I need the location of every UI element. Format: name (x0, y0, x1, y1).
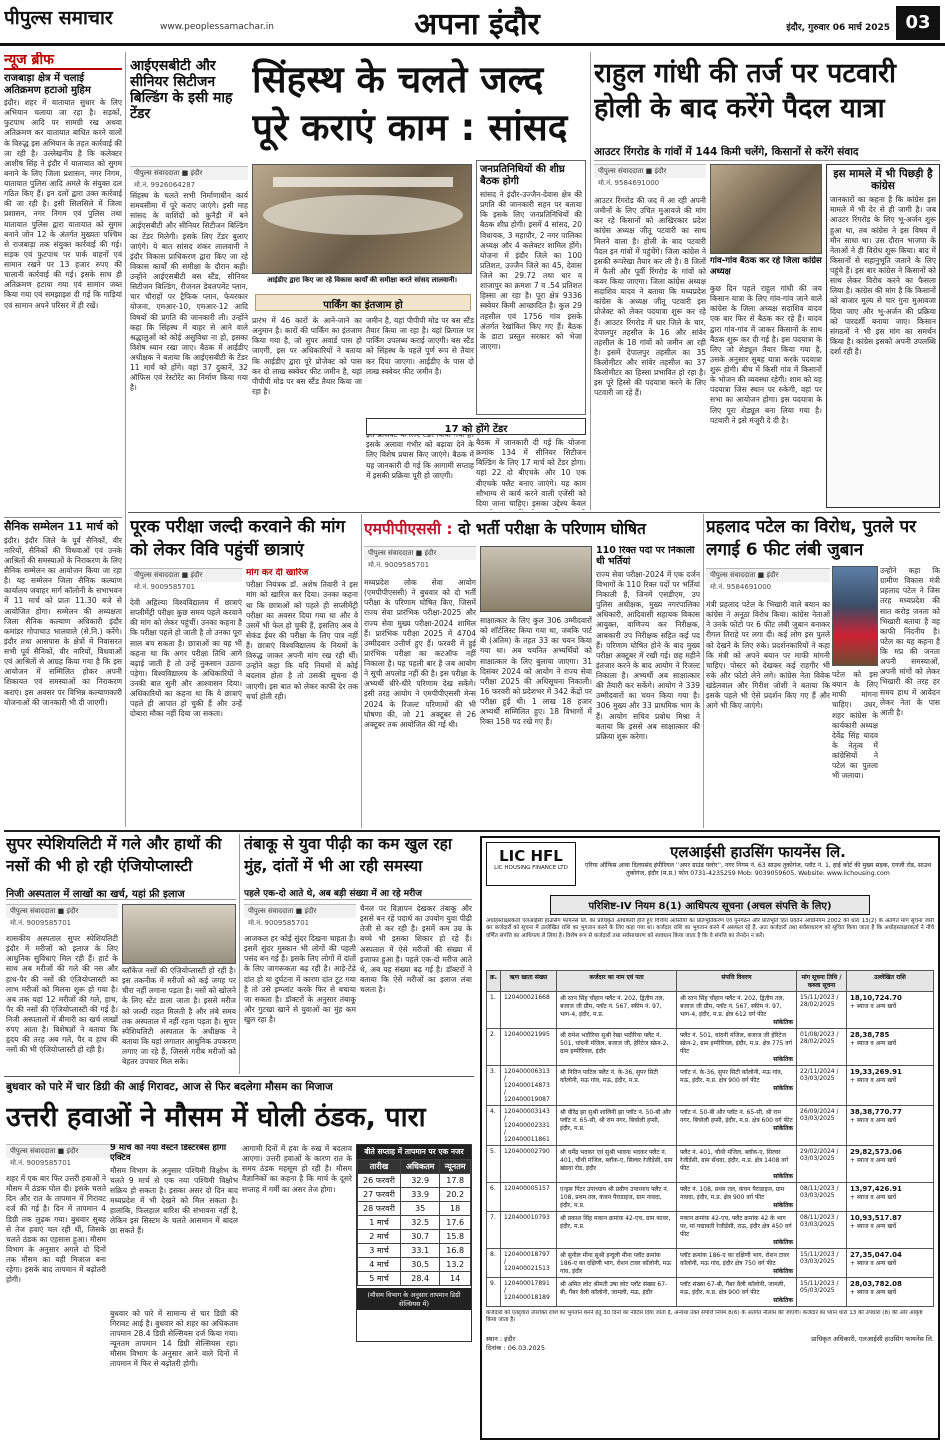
lic-property-cell (677, 1212, 797, 1249)
supplementary-headline: पूरक परीक्षा जल्दी करवाने की मांग को लेकर विवि पहुंचीं छात्राएं (130, 517, 346, 560)
lic-dates-cell (797, 1183, 847, 1212)
lic-dates-cell-text: 15/11/2023 / 28/02/2025 (800, 994, 839, 1008)
lic-no-cell (487, 1146, 501, 1183)
lic-borrower-cell (557, 1066, 677, 1106)
rahul-sidebar (826, 164, 940, 508)
prahlad-col2: पटेल को इस बयान के लिए माफी मांगना चाहिए। उधर, शहर कांग्रेस के कार्यकारी अध्यक्ष देवेंद्र सिंह यादव के नेतृत्व में कांग्रेसियों ने पटेल का पुतला भी जलाया। (832, 670, 878, 781)
meeting-body: सांसद ने इंदौर-उज्जैन-देवास क्षेत्र की प्रगति की जानकारी सहन पर बताया कि इसके लिए जनप्रतिनिधियों की बैठक शीघ्र होगी। इसमें 4 सांसद, 20 विधायक, 3 महापौर, 2 नगर पालिका अध्यक्ष और 4 कलेक्टर शामिल होंगे। योजना में इंदौर जिले का 100 प्रतिशत, उज्जैन जिले का 45, देवास जिले का 29.72 तथा धार व शाजापुर का क्रमशः 7 व .54 प्रतिशत हिस्सा आ रहा है। पूरा क्षेत्र 9336 स्क्वेयर किमी आच्छादित है। कुल 29 तहसील एवं 1756 गांव इसके अंतर्गत रेखांकित किए गए हैं। बैठक के डाटा प्रस्तुत सरकार को भेजा जाएगा। (480, 190, 582, 351)
lic-property-cell-text: प्लॉट नं. 50-बी और प्लॉट नं. 65-सी, श्री राम नगर, बिचोली हप्सी, इंदौर, म.प्र. क्षेत्र 600 वर्ग फीट (680, 1109, 793, 1124)
max-cell: 28.4 (401, 1272, 440, 1286)
lic-borrower-cell-text: श्री प्रकाश सिंह मकान क्रमांक 42-एच, ग्राम कावर, इंदौर, म.प्र. (560, 1215, 671, 1230)
lic-borrower-cell (557, 1249, 677, 1278)
possession-type: सांकेतिक (773, 1268, 793, 1275)
lic-property-cell-text: मकान क्रमांक 42-एच, फ्लैट क्रमांक 42 के भाग पर, मां पद्मावती रेजीडेंसी, राऊ, इंदौर क्षेत्र 450 वर्ग फीट (680, 1215, 792, 1238)
isbt-mobile: मो.नं. 9926064287 (134, 181, 196, 189)
temperature-table-note: (मौसम विभाग के अनुसार तापमान डिग्री सेल्सियस में) (357, 1288, 471, 1310)
mppsc-side-body: राज्य सेवा परीक्षा-2024 में एक दर्जन विभागों के 110 रिक्त पदों पर भर्तियां निकाली हैं, जिनमें एसडीएम, उप पुलिस अधीक्षक, मुख्य नगरपालिका अधिकारी, आदिवासी सहायक विकास आयुक्त, वाणिज्य कर निरीक्षक, आबकारी उप निरीक्षक सहित कई पद हैं। परिणाम घोषित होने के बाद मुख्य परीक्षा अक्टूबर में रखी गई। छह महीने इंतजार करने के बाद आयोग ने रिजल्ट निकाला है। अभ्यर्थी अब साक्षात्कार की तैयारी कर सकेंगे। आयोग ने 339 उम्मीदवारों का चयन किया गया है। 306 मुख्य और 33 प्राथमिक भाग के हैं। आयोग सचिव प्रबोध मिश्रा ने बताया कि इससे अब साक्षात्कार की प्रक्रिया शुरू करेगा। (596, 569, 700, 741)
supplementary-byline-block (130, 568, 242, 596)
divider (703, 514, 704, 828)
weather-subhead: 9 मार्च को नया वेस्टर्न डिस्टरबेंस होगा एक्टिव (110, 1144, 227, 1163)
page-number: 03 (896, 6, 940, 40)
section-title: अपना इंदौर (414, 7, 540, 42)
table-row (487, 1212, 934, 1249)
min-cell: 13.2 (440, 1258, 471, 1272)
lic-dates-cell (797, 1249, 847, 1278)
lic-property-cell-text: फ्लैट नं. 501, चांदनी मंजिल, बजाज जी हेरिटेज स्क्रेन-2, ग्राम इम्पीरियल, इंदौर, म.प्र. क्षेत्र 775 वर्ग फीट (680, 1032, 792, 1055)
brief-item1-title: राजबाड़ा क्षेत्र में चलाई अतिक्रमण हटाओ मुहिम (4, 73, 91, 96)
weather-sidebox (110, 1144, 238, 1440)
possession-type: सांकेतिक (773, 1019, 793, 1026)
lic-borrower-cell-text: श्री रामेश भदौरिया सुश्री रेखा भदौरिया फ्लैट नं. 501, चांदनी मंजिल, बजाज जी, हेरिटेज स्क्रेन-2, ग्राम इम्पीरियल, इंदौर (560, 1032, 669, 1055)
mppsc-label: एमपीपीएससी : (364, 520, 453, 538)
lic-account-cell-text: 120400006313 / 120400014873 / 120400019087 (504, 1068, 550, 1103)
lic-account-cell-text: 120400021995 (504, 1031, 550, 1038)
lic-notice-title: परिशिष्ट-IV नियम 8(1) आधिपत्य सूचना (अचल संपत्ति के लिए) (550, 895, 870, 915)
max-cell: 32.9 (401, 1174, 440, 1188)
weather-byline-block (6, 1144, 118, 1172)
th-max: अधिकतम (401, 1160, 440, 1174)
lic-account-cell (501, 1212, 557, 1249)
parking-col3: इसके अलावा गंभीर को बढ़ावा देने के लिए विशेष प्रयास किए जाएंगे। बैठक में यह जानकारी दी गई कि आगामी सप्ताह में इसकी प्रक्रिया पूरी हो जाएगी। (366, 440, 474, 480)
prahlad-byline-block (706, 568, 830, 596)
lic-property-cell-text: प्लॉट नं. के-36, सुपर सिटी कॉलोनी, मऊ गांव, मऊ, इंदौर, म.प्र. क्षेत्र 900 वर्ग फीट (680, 1069, 783, 1084)
lic-property-cell-text: फ्लैट नं. 108, प्रथम तल, कंचन पैराडाइज, ग्राम नावदा, इंदौर, म.प्र. क्षेत्र 900 वर्ग फीट (680, 1186, 785, 1201)
lic-borrower-cell-text: श्री अमित लोट श्रीमती उषा लोट प्लॉट संख्या 67-बी, गैंबर वैली कॉलोनी, जामली, मऊ, इंदौर (560, 1281, 668, 1296)
divider (125, 52, 126, 827)
temperature-table-title: बीते सप्ताह में तापमान पर एक नजर (357, 1145, 471, 1159)
isbt-story (130, 58, 248, 508)
temperature-table-box (356, 1144, 472, 1342)
table-row (487, 1029, 934, 1066)
lic-amount-cell (847, 1212, 934, 1249)
mppsc-sidebox (596, 546, 700, 824)
lic-borrower-cell (557, 1212, 677, 1249)
lic-dates-cell-text: 26/09/2024 / 03/03/2025 (800, 1108, 839, 1122)
lic-amount-cell-text: 28,03,782.08 (850, 1280, 902, 1288)
date-cell: 2 मार्च (358, 1230, 401, 1244)
lic-property-cell (677, 1066, 797, 1106)
th-date: तारीख (358, 1160, 401, 1174)
possession-type: सांकेतिक (773, 1085, 793, 1092)
lic-account-cell-text: 120400003143 / 120400002331 / 120400011861 (504, 1108, 550, 1143)
date-cell: 27 फरवरी (358, 1188, 401, 1202)
lic-dates-cell-text: 15/11/2023 / 05/03/2025 (800, 1280, 839, 1294)
possession-type: सांकेतिक (773, 1239, 793, 1246)
hospital-building-photo (122, 904, 236, 964)
possession-type: सांकेतिक (773, 1173, 793, 1180)
lic-dates-cell (797, 1106, 847, 1146)
weather-mobile: मो.नं. 9009585701 (10, 1159, 72, 1167)
tenders-subhead: 17 को होंगे टेंडर (366, 418, 586, 435)
lic-logo-text: LIC HFL (499, 847, 563, 865)
lic-borrower-cell-text: श्री वीरेंद्र झा सुश्री शालिनी झा प्लॉट नं. 50-बी और प्लॉट नं. 65-सी, श्री राम नगर, बिचोली हप्सी, इंदौर, म.प्र. (560, 1109, 671, 1132)
lic-no-cell-text: 7. (490, 1214, 496, 1221)
meeting-photo (252, 164, 472, 274)
date-cell: 5 मार्च (358, 1272, 401, 1286)
mppsc-headline-row (364, 516, 699, 542)
weather-kicker: बुधवार को पारे में चार डिग्री की आई गिरावट, आज से फिर बदलेगा मौसम का मिजाज (6, 1081, 333, 1093)
lic-amount-cell (847, 1183, 934, 1212)
tobacco-body1: आजकल हर कोई सुंदर दिखना चाहता है। इसमें सुंदर मुस्कान भी लोगों की पहली पसंद बन गई है। इसके लिए लोगों में दांतों के लिए जागरूकता बढ़ रही है। आड़े-टेढ़े दांत हो या दुर्घटना में कारण दांत टूट गया है तो उसे इम्प्लांट करके फिर से बचाया जा सकता है। डॉक्टरों के अनुसार तंबाकू और गुटखा खाने से युवाओं का मुंह कम खुल रहा है। (244, 934, 356, 1024)
max-cell: 33.9 (401, 1188, 440, 1202)
rahul-headline: राहुल गांधी की तर्ज पर पटवारी होली के बाद करेंगे पैदल यात्रा (594, 58, 896, 125)
tobacco-subhead: पहले एक-दो आते थे, अब बड़ी संख्या में आ रहे मरीज (244, 886, 472, 900)
lic-th-prop: संपत्ति विवरण (677, 971, 797, 992)
lic-amount-cell-text: 29,82,573.06 (850, 1148, 902, 1156)
min-cell: 16.8 (440, 1244, 471, 1258)
lic-amount-cell (847, 1066, 934, 1106)
tobacco-mobile: मो.नं. 9009585701 (248, 919, 310, 927)
interest-note: + ब्याज व अन्य खर्चे (850, 1040, 897, 1047)
lic-no-cell (487, 1066, 501, 1106)
rahul-body: आउटर रिंगरोड की जद में आ रही अपनी जमीनों के लिए उचित मुआवजे की मांग कर रहे किसानों को आखिरकार प्रदेश कांग्रेस अध्यक्ष जीतू पटवारी का साथ मिलने वाला है। होली के बाद पटवारी पैदल इन गांवों में पहुंचेंगे। जिला कांग्रेस ने इसकी रूपरेखा तैयार कर ली है। 8 जिलों में फैली और पूर्वी रिंगरोड के गांवों को कवर किया जाएगा। जिला कांग्रेस अध्यक्ष सदाशिव यादव ने बताया कि मध्यप्रदेश कांग्रेस के अध्यक्ष जीतू पटवारी इस प्रोजेक्ट को लेकर पदयात्रा शुरू कर रहे हैं। आउटर रिंगरोड में धार जिले के चार, देपालपुर तहसील के 16 और सांवेर तहसील के 18 गांवों को जमीन आ रही है। इसमें देपालपुर तहसील का 35 किलोमीटर और सांवेर तहसील का 37 किलोमीटर का हिस्सा प्रभावित हो रहा है। इस पूरे हिस्से की पदयात्रा करने के लिए पटवारी जा रहे हैं। (594, 196, 706, 398)
mppsc-byline-block (364, 546, 476, 574)
table-row (487, 1106, 934, 1146)
effigy-photo (832, 566, 878, 666)
lic-property-cell (677, 1106, 797, 1146)
lic-th-name: कर्जदार का नाम एवं पता (557, 971, 677, 992)
rahul-byline-block (594, 164, 706, 192)
lic-amount-cell (847, 992, 934, 1029)
lic-property-cell-text: प्लॉट क्रमांक 186-ए का दक्षिणी भाग, रोशन टावर कॉलोनी, मऊ गांव, इंदौर क्षेत्र 750 वर्ग फीट (680, 1252, 790, 1267)
lic-property-cell (677, 992, 797, 1029)
min-cell: 14 (440, 1272, 471, 1286)
possession-type: सांकेतिक (773, 1202, 793, 1209)
lic-account-cell (501, 1066, 557, 1106)
table-row (358, 1244, 471, 1258)
lic-account-cell (501, 1029, 557, 1066)
interest-note: + ब्याज व अन्य खर्चे (850, 1194, 897, 1201)
weather-byline: पीपुल्स संवाददाता ■ इंदौर (6, 1144, 118, 1158)
lic-no-cell (487, 1212, 501, 1249)
supplementary-sidebox (246, 568, 358, 823)
interest-note: + ब्याज व अन्य खर्चे (850, 1117, 897, 1124)
lic-property-cell (677, 1249, 797, 1278)
lic-no-cell-text: 9. (490, 1280, 496, 1287)
parking-col2: जमीन है, यहां पीपीपी मोड पर बस स्टैंड तैयार किया जा रहा है। यहां फ्रिगाल पर पार्किंग उपलब्ध कराई जाएगी। बस स्टैंड को सिंहस्थ के पहले पूर्ण रूप से तैयार कर दिया जाएगा। आईडीए के पास दो लाख स्क्वेयर फीट जमीन है। (366, 316, 474, 376)
lic-signature: प्राधिकृत अधिकारी, एलआईसी हाउसिंग फायनेंस लि. (811, 1335, 934, 1343)
table-row (358, 1272, 471, 1286)
min-cell: 18 (440, 1202, 471, 1216)
lic-borrower-cell (557, 1106, 677, 1146)
lic-borrower-cell (557, 1278, 677, 1307)
meeting-box (476, 160, 586, 415)
lic-borrower-cell (557, 1146, 677, 1183)
masthead (0, 0, 945, 46)
meeting-subhead: जनप्रतिनिधियों की शीघ्र बैठक होगी (480, 164, 565, 187)
tenders-body: बैठक में जानकारी दी गई कि योजना क्रमांक 134 में सीनियर सिटीजन बिल्डिंग के लिए 17 मार्च को टेंडर होगा। यहां 22 दो बीएचके और 10 एक बीएचके फ्लैट बनाए जाएंगे। यह काम सौभाग्य से कार्य करने वाली एजेंसी को दिया जाना चाहिए। इसका उद्देश्य केवल (476, 438, 586, 508)
lic-no-cell-text: 1. (490, 994, 496, 1001)
dateline: इंदौर, गुरुवार 06 मार्च 2025 (786, 23, 890, 33)
lic-account-cell (501, 1278, 557, 1307)
divider (239, 834, 240, 1074)
supplementary-subhead: मांग कर दी खारिज (246, 568, 309, 578)
lic-borrower-cell (557, 992, 677, 1029)
lic-borrower-cell-text: श्री नितिन पाटिल फ्लैट नं. के-36, सुपर सिटी कॉलोनी, मऊ गांव, मऊ, इंदौर, म.प्र. (560, 1069, 658, 1084)
date-cell: 28 फरवरी (358, 1202, 401, 1216)
max-cell: 30.7 (401, 1230, 440, 1244)
interest-note: + ब्याज व अन्य खर्चे (850, 1077, 897, 1084)
lic-no-cell-text: 8. (490, 1251, 496, 1258)
date-cell: 26 फरवरी (358, 1174, 401, 1188)
rahul-sidebar-head: इस मामले में भी पिछड़ी है कांग्रेस (833, 168, 933, 193)
lic-notice (480, 836, 940, 1440)
hospital-mobile: मो.नं. 9009585701 (10, 919, 72, 927)
supplementary-byline: पीपुल्स संवाददाता ■ इंदौर (130, 568, 242, 582)
max-cell: 30.5 (401, 1258, 440, 1272)
lic-borrower-cell-text: श्री धर्मेंद्र भदकर एवं सुश्री भावना भदकर फ्लैट नं. 401, चौथी मंजिल, ब्लॉक-ए, सिल्वर रेजीडेंसी, ग्राम खंडवा रोड, इंदौर (560, 1149, 673, 1172)
possession-type: सांकेतिक (773, 1297, 793, 1304)
lic-property-cell (677, 1146, 797, 1183)
interest-note: + ब्याज व अन्य खर्चे (850, 1003, 897, 1010)
prahlad-byline: पीपुल्स संवाददाता ■ इंदौर (706, 568, 830, 582)
meeting-photo-caption: आईडीए द्वारा किए जा रहे विकास कार्यों की समीक्षा करते सांसद लालवानी। (266, 276, 457, 284)
lic-title: एलआईसी हाउसिंग फायनेंस लि. (670, 843, 846, 861)
lic-header (486, 842, 934, 892)
weather-col4: आगामी दिनों में हवा के रुख में बदलाव आएगा। उत्तरी हवाओं के कारण रात के समय ठंडक महसूस हो रही है। मौसम वैज्ञानिकों का कहना है कि मार्च के दूसरे सप्ताह में गर्मी का असर तेज होगा। (242, 1144, 352, 1194)
lic-borrower-cell-text: श्री रतन सिंह चौहान फ्लैट नं. 202, द्वितीय तल, बजाज जी प्रीम, प्लॉट नं. 567, स्कीम नं. 97, भाग-4, इंदौर, म.प्र. (560, 995, 665, 1018)
interest-note: + ब्याज व अन्य खर्चे (850, 1223, 897, 1230)
max-cell: 35 (401, 1202, 440, 1216)
hospital-col2: ब्लॉकेज नसों की एंजियोप्लास्टी हो रही है। इस तकनीक में मरीजों को कई जगह पर चीरा नहीं लगाना पड़ता है। नसों को खोलने के लिए स्टेंट डाला जाता है। इससे मरीज को जल्दी राहत मिलती है और लंबे समय तक अस्पताल में नहीं रहना पड़ता है। सुपर स्पेशियलिटी अस्पताल के अधीक्षक ने बताया कि यहां लगातार आधुनिक उपकरण लगाए जा रहे हैं, जिससे गरीब मरीजों को बेहतर उपचार मिल सके। (122, 966, 236, 1067)
lic-amount-cell (847, 1146, 934, 1183)
lic-account-cell (501, 1183, 557, 1212)
lic-account-cell (501, 1146, 557, 1183)
lic-intro: अधोहस्ताक्षरकर्ता एलआईसी हाउसिंग फायनेंस लि. का प्राधिकृत अधिकारी होते हुए वित्तीय आस्तियों का प्रतिभूतिकरण एवं पुनर्गठन और प्रतिभूति हित प्रवर्तन अधिनियम 2002 की धारा 13(2) के अंतर्गत मांग सूचना जारी कर कर्जदारों को सूचना में उल्लेखित राशि का भुगतान करने के लिए कहा गया था। कर्जदार राशि का भुगतान करने में असफल रहे हैं, अतः कर्जदारों तथा सर्वसाधारण को सूचित किया जाता है कि अधोहस्ताक्षरकर्ता ने नीचे वर्णित संपत्ति का आधिपत्य ले लिया है। विशेष रूप से कर्जदारों तथा सर्वसाधारण को सावधान किया जाता है कि वे संपत्ति का लेनदेन न करें। (486, 918, 934, 939)
lic-no-cell (487, 992, 501, 1029)
lic-address: एरिया ऑफिस आवा दिलपसंद इंपीरियल ''अपर ग्राउंड फ्लोर'', नगर निगम नं. 63 साउथ तुकोगंज, प्लॉट नं. 1, हाई कोर्ट की मुख्य सड़क, एनजी रोड, साउथ तुकोगंज, इंदौर (म.प्र.) फोन 0731-4235259 Mob: 9039059605, Website: www.lichousing.com (584, 862, 932, 878)
congress-meeting-photo (710, 164, 822, 254)
mppsc-byline: पीपुल्स संवाददाता ■ इंदौर (364, 546, 476, 560)
lic-no-cell-text: 2. (490, 1031, 496, 1038)
table-row (358, 1258, 471, 1272)
lic-no-cell-text: 4. (490, 1108, 496, 1115)
lic-dates-cell-text: 15/11/2023 / 03/03/2025 (800, 1251, 839, 1265)
brief-item2-title: सैनिक सम्मेलन 11 मार्च को (4, 517, 122, 534)
paper-logo: पीपुल्स समाचार (4, 7, 113, 29)
table-row (487, 1146, 934, 1183)
max-cell: 32.5 (401, 1216, 440, 1230)
min-cell: 15.8 (440, 1230, 471, 1244)
hospital-body: शासकीय अस्पताल सुपर स्पेशियलिटी इंदौर में मरीजों को इलाज के लिए आधुनिक सुविधाएं मिल रही हैं। हार्ट के साथ अब मरीजों की गले की नस और हाथ-पैर की नसों की एंजियोप्लास्टी का लाभ मरीजों को मिलना शुरू हो गया है। अब तक यहां 12 मरीजों की गले, हाथ, पैर की नसों की एंजियोप्लास्टी की गई है। निजी अस्पतालों में बीमारी का खर्च लाखों रुपए आता है। विशेषज्ञों ने बताया कि हृदय की तरह अब गले, पैर व हाथ की नसों की भी एंजियोप्लास्टी हो रही है। (6, 934, 118, 1055)
lic-table-body (487, 992, 934, 1307)
lic-footer: कर्जदारों को एतद्द्वारा उपरोक्त राशि का भुगतान करने हेतु 30 दिनों का नोटिस दिया जाता है, अन्यथा उक्त संपत्ति नियम 8(6) के अंतर्गत नीलाम की जाएगी। कर्जदार का ध्यान धारा 13 की उपधारा (8) की ओर आकृष्ट किया जाता है। (486, 1310, 923, 1324)
lic-place: स्थान : इंदौर (486, 1335, 516, 1343)
possession-type: सांकेतिक (773, 1056, 793, 1063)
th-min: न्यूनतम (440, 1160, 471, 1174)
lic-property-cell (677, 1029, 797, 1066)
lic-account-cell-text: 120400021668 (504, 994, 550, 1001)
lic-account-cell (501, 1249, 557, 1278)
lic-amount-cell (847, 1029, 934, 1066)
mppsc-side-head: 110 रिक्त पदों पर निकाली थी भर्तियां (596, 546, 695, 567)
tobacco-headline: तंबाकू से युवा पीढ़ी का कम खुल रहा मुंह, दांतों में भी आ रही समस्या (244, 835, 452, 875)
lic-amount-cell-text: 38,38,770.77 (850, 1108, 902, 1116)
mppsc-headline: दो भर्ती परीक्षा के परिणाम घोषित (458, 520, 646, 538)
isbt-body: सिंहस्थ के चलते सभी निर्माणाधीन कार्य समयसीमा में पूरे कराए जाएंगे। इसी माह सांसद के वाशिंदों को कुनैड़ी में बने आईएसबीटी और सीनियर सिटीजन बिल्डिंग का टेंडर मिलेगी। इसके लिए टेंडर बुलाए जाएंगे। ये बात सांसद शंकर लालवानी ने इंदौर विकास प्राधिकरण द्वारा किए जा रहे विकास कार्यों की समीक्षा के दौरान कही। उन्होंने आईएसबीटी बस स्टैंड, सीनियर सिटीजन बिल्डिंग, रीजनल डेवलपमेंट प्लान, चार चौराहों पर ट्रैफिक प्लान, फेयरकार योजना, एमआर-10, एमआर-12 आदि विषयों की प्रगति की जानकारी ली। उन्होंने कहा कि सिंहस्थ में बाहर से आने वाले श्रद्धालुओं को कोई असुविधा ना हो, इसका विशेष ध्यान रखा जाए। बैठक में आईडीए अधीक्षक ने बताया कि आईएसबीटी के टेंडर 11 मार्च को होंगे। वहां 37 दुकानें, 32 ऑफिस एवं रेस्टोरेंट का निर्माण किया गया है। (130, 191, 248, 393)
max-cell: 33.1 (401, 1244, 440, 1258)
lic-amount-cell-text: 10,93,517.87 (850, 1214, 902, 1222)
lic-borrower-cell-text: एन्ड्रस पिंटर उपाध्याय श्री प्रवीण उपाध्याय फ्लैट नं. 108, प्रथम तल, कंचन पैराडाइज, ग्राम नावदा, इंदौर, म.प्र. (560, 1186, 669, 1209)
weather-headline: उत्तरी हवाओं ने मौसम में घोली ठंडक, पारा (6, 1102, 426, 1133)
rahul-mobile: मो.नं. 9584691000 (598, 179, 660, 187)
lic-th-no: क्र. (487, 971, 501, 992)
weather-col3: बुधवार को पारे में सामान्य से चार डिग्री की गिरावट आई है। बुधवार को शहर का अधिकतम तापमान 28.4 डिग्री सेल्सियस दर्ज किया गया। न्यूनतम तापमान 14 डिग्री सेल्सियस रहा। मौसम विभाग के अनुसार आने वाले दिनों में तापमान में फिर से बढ़ोतरी होगी। (110, 1308, 238, 1369)
lic-amount-cell-text: 18,10,724.70 (850, 994, 902, 1002)
lic-amount-cell-text: 19,33,269.91 (850, 1068, 902, 1076)
table-row (487, 1066, 934, 1106)
prahlad-col1: उन्होंने कहा कि ग्रामीण विकास मंत्री प्रहलाद पटेल ने जिस तरह मध्यप्रदेश की सात करोड़ जनता को भिखारी बताया है वह काफी निंदनीय है। पटेल का यह कहना है कि मप्र की जनता अपनी समस्याओं, अपनी मांगों को लेकर भिखारी की तरह हर समय हाथ में आवेदन लेकर नेता के पास आती है। (880, 566, 940, 717)
table-row (358, 1230, 471, 1244)
brief-item1-body: इंदौर। शहर में यातायात सुधार के लिए अभियान चलाया जा रहा है। सड़कों, फुटपाथ आदि पर सामग्री रख अथवा अतिक्रमण कर यातायात बाधित करने वालों के विरुद्ध इस अभियान के तहत कार्रवाई की जा रही है। उल्लेखनीय है कि कलेक्टर आशीष सिंह ने इंदौर में यातायात को सुगम बनाने के लिए जिला प्रशासन, नगर निगम, यातायात पुलिस आदि अमले के संयुक्त दल गठित किए हैं। इन दलों द्वारा उक्त कार्रवाई की जा रही है। इसी सिलसिले में जिला प्रशासन, नगर निगम एवं पुलिस तथा यातायात पुलिस द्वारा यातायात को सुगम बनाने जोन 12 के अंतर्गत मुख्यतः पश्चिम से राजबाड़ा तक संयुक्त कार्रवाई की गई। सड़क एवं फुटपाथ पर पार्क वाहनों एवं सामान रखने पर 13 हजार रुपए की चालानी कार्रवाई की गई। इसके साथ ही अतिक्रमण हटाया गया एवं सामान जब्त किया गया एवं समझाइश दी गई कि गाड़ियां एवं सामान अपने परिसर में ही रखें। (4, 98, 122, 310)
hospital-subhead: निजी अस्पताल में लाखों का खर्च, यहां फ्री इलाज (6, 886, 236, 900)
lic-logo-sub: LIC HOUSING FINANCE LTD (494, 865, 568, 871)
supplementary-subbody: परीक्षा नियंत्रक डॉ. अशेष तिवारी ने इस मांग को खारिज कर दिया। उनका कहना था कि छात्राओं को पहले ही सप्लीमेंट्री परीक्षा का अवसर दिया गया था और वे उसमें भी फेल हो चुकी हैं, इसलिए अब वे सेकंड ईयर की परीक्षा के लिए पात्र नहीं हैं। छात्राएं विश्वविद्यालय के नियमों के विरुद्ध जाकर अपनी मांग रख रही थीं। उन्होंने कहा कि यदि नियमों में कोई बदलाव होता है तो उसकी सूचना दी जाएगी। इस बात को लेकर काफी देर तक चर्चा होती रही। (246, 580, 358, 701)
mppsc-mobile: मो.नं. 9009585701 (368, 561, 430, 569)
mppsc-building-photo (480, 546, 592, 612)
lic-th-amount: उल्लेखित राशि (847, 971, 934, 992)
lic-account-cell (501, 1106, 557, 1146)
tobacco-byline-block (244, 904, 356, 932)
lic-amount-cell-text: 28,38,785 (850, 1031, 890, 1039)
divider (590, 52, 591, 510)
hospital-byline-block (6, 904, 118, 932)
lic-th-acc: ऋण खाता संख्या (501, 971, 557, 992)
parking-col1: प्रारंभ में 46 कारों के आने-जाने का अनुमान है। कारों की पार्किंग का इंतजाम किया गया है, जो सुपर अवार्ड पास हो जाएगी, इस पर अधिकारियों ने बताया कि आईडीए द्वारा पूरे प्रोजेक्ट को पास कर दो लाख स्क्वेयर फीट जमीन है, यहां पीपीपी मोड पर बस स्टैंड तैयार किया जा रहा है। (252, 316, 362, 396)
lic-dates-cell (797, 1212, 847, 1249)
date-cell: 3 मार्च (358, 1244, 401, 1258)
lic-property-cell (677, 1183, 797, 1212)
lic-property-cell (677, 1278, 797, 1307)
date-cell: 1 मार्च (358, 1216, 401, 1230)
table-row (487, 1183, 934, 1212)
min-cell: 17.8 (440, 1174, 471, 1188)
lic-dates-cell-text: 29/02/2024 / 03/03/2025 (800, 1148, 839, 1162)
lic-date: दिनांक : 06.03.2025 (486, 1344, 545, 1352)
lic-account-cell (501, 992, 557, 1029)
brief-item2-body: इंदौर। इंदौर जिले के पूर्व सैनिकों, वीर नारियों, सैनिकों की विधवाओं एवं उनके आश्रितों की समस्याओं के निराकरण के लिए सैनिक सम्मेलन का आयोजन किया जा रहा है। यह सम्मेलन जिला सैनिक कल्याण कार्यालय जवाहर मार्ग कॉलोनी के सभाभवन में 11 मार्च को प्रातः 11.30 बजे से आयोजित होगा। सम्मेलन की अध्यक्षता जिला सैनिक कल्याण अधिकारी इंदौर कमांडर गोपाचाउ भालवाले (से.नि.) करेंगे। इंदौर तथा आसपास के क्षेत्रों में निवासरत सभी पूर्व सैनिकों, वीर नारियों, विधवाओं एवं आश्रितों से आग्रह किया गया है कि इस आयोजन में सम्मिलित होकर अपनी शिकायत एवं समस्याओं का निराकरण कराएं। इस अवसर पर विभिन्न कल्याणकारी योजनाओं की जानकारी भी दी जाएगी। (4, 535, 122, 707)
tobacco-body2: चैनल पर विज्ञापन देखकर तंबाकू और इससे बन रहे पदार्थ का उपयोग युवा पीढ़ी तेजी से कर रही है। इसमें कम उम्र के बच्चे भी इसका शिकार हो रहे हैं। अस्पताल में ऐसे मरीजों की संख्या में इजाफा हुआ है। पहले एक-दो मरीज आते थे, अब यह संख्या बढ़ गई है। डॉक्टरों ने बताया कि ऐसे मरीजों का इलाज लंबा चलता है। (360, 904, 472, 994)
lic-dates-cell-text: 22/11/2024 / 03/03/2025 (800, 1068, 839, 1082)
table-row (358, 1216, 471, 1230)
prahlad-mobile: मो.नं. 9584691000 (710, 583, 772, 591)
sinhasth-headline: सिंहस्थ के चलते जल्द पूरे कराएं काम : सांसद (252, 58, 568, 150)
table-row (358, 1174, 471, 1188)
interest-note: + ब्याज व अन्य खर्चे (850, 1157, 897, 1164)
lic-amount-cell (847, 1249, 934, 1278)
lic-dates-cell (797, 1066, 847, 1106)
isbt-headline: आईएसबीटी और सीनियर सिटीजन बिल्डिंग के इसी माह टेंडर (130, 58, 233, 123)
supplementary-mobile: मो.नं. 9009585701 (134, 583, 196, 591)
lic-no-cell-text: 6. (490, 1185, 496, 1192)
lic-no-cell-text: 3. (490, 1068, 496, 1075)
news-brief-column (4, 52, 122, 827)
weather-subbody: मौसम विभाग के अनुसार पश्चिमी विक्षोभ के चलते 9 मार्च से एक नया पश्चिमी विक्षोभ सक्रिय हो सकता है। इसका असर दो दिन बाद मध्यप्रदेश में भी देखने को मिल सकता है। हालांकि, फिलहाल बारिश की संभावना नहीं है, लेकिन इस सिस्टम के चलते आसमान में बादल छा सकते हैं। (110, 1165, 238, 1236)
interest-note: + ब्याज व अन्य खर्चे (850, 1260, 897, 1267)
lic-dates-cell-text: 08/11/2023 / 03/03/2025 (800, 1185, 839, 1199)
lic-sign-row (486, 1334, 934, 1352)
table-row (358, 1202, 471, 1216)
lic-table (486, 970, 934, 1307)
date-cell: 4 मार्च (358, 1258, 401, 1272)
lic-no-cell (487, 1183, 501, 1212)
lic-no-cell (487, 1278, 501, 1307)
lic-account-cell-text: 120400002790 (504, 1148, 550, 1155)
lic-account-cell-text: 120400005157 (504, 1185, 550, 1192)
possession-type: सांकेतिक (773, 1125, 793, 1132)
lic-account-cell-text: 120400018797 / 120400021513 (504, 1251, 550, 1272)
lic-property-cell-text: श्री रतन सिंह चौहान फ्लैट नं. 202, द्वितीय तल, बजाज जी प्रीम, प्लॉट नं. 567, स्कीम नं. 97, भाग-4, इंदौर, म.प्र. क्षेत्र 612 वर्ग फीट (680, 995, 785, 1018)
table-row (487, 1278, 934, 1307)
lic-property-cell-text: फ्लैट नं. 401, चौथी मंजिल, ब्लॉक-ए, सिल्वर रेजीडेंसी, ग्राम सेंधवा, इंदौर, म.प्र. क्षेत्र 1408 वर्ग फीट (680, 1149, 789, 1172)
lic-dates-cell-text: 08/11/2023 / 03/03/2025 (800, 1214, 839, 1228)
temperature-table (357, 1159, 471, 1286)
rahul-byline: पीपुल्स संवाददाता ■ इंदौर (594, 164, 706, 178)
news-brief-label: न्यूज ब्रीफ (4, 52, 122, 70)
lic-account-cell-text: 120400017891 / 120400018189 (504, 1280, 550, 1301)
mppsc-body1: मध्यप्रदेश लोक सेवा आयोग (एमपीपीएससी) ने बुधवार को दो भर्ती परीक्षा के परिणाम घोषित किए, जिसमें राज्य सेवा प्रारंभिक परीक्षा-2025 और राज्य सेवा मुख्य परीक्षा-2024 शामिल हैं। प्रारंभिक परीक्षा 2025 में 4704 उम्मीदवार उत्तीर्ण हुए हैं। फरवरी में हुई प्रारंभिक परीक्षा का कटऑफ नहीं निकाला है। यह पहली बार है जब आयोग ने सूची अपलोड नहीं की है। इस परीक्षा के अभ्यर्थी धीरे-धीरे परिणाम देख सकेंगे। इसी तरह आयोग ने एमपीपीएससी मेन्स 2024 के रिजल्ट परिणामों की भी घोषणा की, जो 21 अक्टूबर से 26 अक्टूबर तक आयोजित की गई थी। (364, 578, 476, 729)
lic-th-dates: मांग सूचना तिथि / कब्जा सूचना (797, 971, 847, 992)
website[interactable]: www.peoplessamachar.in (160, 22, 274, 32)
rahul-photo-caption: गांव-गांव बैठक कर रहे जिला कांग्रेस अध्यक्ष (710, 256, 822, 277)
parking-subhead: पार्किंग का इंतजाम हो (255, 294, 471, 311)
lic-logo (486, 842, 576, 886)
table-row (487, 1249, 934, 1278)
rahul-subhead: आउटर रिंगरोड के गांवों में 144 किमी चलेंगे, किसानों से करेंगे संवाद (594, 145, 940, 161)
weather-body: शहर में एक बार फिर उत्तरी हवाओं ने मौसम में ठंडक घोल दी। इसके चलते दिन और रात के तापमान में गिरावट दर्ज की गई है। दिन में तापमान 4 डिग्री तक लुढ़क गया। बुधवार सुबह से तेज हवाएं चल रही थीं, जिसके चलते ठंडक का एहसास हुआ। मौसम विभाग के अनुसार अगले दो दिनों तक मौसम का यही मिजाज बना रहेगा। इसके बाद तापमान में बढ़ोतरी होगी। (6, 1174, 106, 1285)
lic-borrower-cell (557, 1029, 677, 1066)
prahlad-headline: प्रहलाद पटेल का विरोध, पुतले पर लगाई 6 फीट लंबी जुबान (706, 517, 917, 560)
lic-dates-cell-text: 01/08/2023 / 28/02/2025 (800, 1031, 839, 1045)
section-rule (128, 512, 940, 513)
lic-no-cell (487, 1106, 501, 1146)
table-row (358, 1188, 471, 1202)
hospital-byline: पीपुल्स संवाददाता ■ इंदौर (6, 904, 118, 918)
table-row (487, 992, 934, 1029)
min-cell: 17.6 (440, 1216, 471, 1230)
lic-dates-cell (797, 1029, 847, 1066)
mppsc-body2: साक्षात्कार के लिए कुल 306 उम्मीदवारों को शॉर्टलिस्ट किया गया था, जबकि पार्ट बी (अतिम) के तहत 33 का चयन किया गया था। अब चयनित अभ्यर्थियों को साक्षात्कार के लिए बुलाया जाएगा। 31 दिसंबर 2024 को आयोग ने राज्य सेवा परीक्षा 2025 की अधिसूचना निकाली। 16 फरवरी को प्रदेशभर में 342 केंद्रों पर परीक्षा हुई थी। 1 लाख 18 हजार अभ्यर्थी सम्मिलित हुए। 18 विभागों में रिक्त 158 पद रखे गए हैं। (480, 616, 592, 727)
lic-borrower-cell (557, 1183, 677, 1212)
supplementary-body: देवी अहिल्या विश्वविद्यालय में छात्राएं सप्लीमेंट्री परीक्षा कुछ समय पहले करवाने की मांग को लेकर पहुंचीं। उनका कहना है कि परीक्षा पहले हो जाती है तो उनका पूरा साल बच सकता है। छात्राओं का यह भी कहना था कि अगर परीक्षा तिथि आगे बढ़ाई जाती है तो उन्हें नुकसान उठाना पड़ेगा। विश्वविद्यालय के अधिकारियों ने उनकी बात सुनी और आश्वासन दिया। अधिकारियों का कहना था कि ये छात्राएं पहले ही आपात हो चुकी हैं और उन्हें दोबारा मौका नहीं दिया जा सकता। (130, 598, 242, 719)
lic-amount-cell (847, 1278, 934, 1307)
lic-no-cell-text: 5. (490, 1148, 496, 1155)
lic-dates-cell (797, 1146, 847, 1183)
section-rule (4, 830, 940, 832)
lic-no-cell (487, 1249, 501, 1278)
isbt-byline: पीपुल्स संवाददाता ■ इंदौर (130, 166, 248, 180)
rahul-sidebar-body: जानकारों का कहना है कि कांग्रेस इस मामले में भी देर से ही जागी है। जब आउटर रिंगरोड के लिए भू-अर्जन शुरू हुआ था, तब कांग्रेस ने इस विषय में मौन साधा था। उस दौरान भाजपा के नेताओं ने ही विरोध शुरू किया। बाद में किसानों से सहानुभूति जताने के लिए पहुंचे हैं। इस बार कांग्रेस ने किसानों को साथ लेकर विरोध करने का फैसला लिया है। कांग्रेस की मांग है कि किसानों को बाजार मूल्य से चार गुना मुआवजा दिया जाए और भू-अर्जन की प्रक्रिया को पारदर्शी बनाया जाए। किसान संगठनों ने भी इस मांग का समर्थन किया है। कांग्रेस इसको अपनी उपलब्धि दर्शा रही है। (830, 195, 936, 356)
lic-dates-cell (797, 1278, 847, 1307)
lic-amount-cell-text: 13,97,426.91 (850, 1185, 902, 1193)
lic-dates-cell (797, 992, 847, 1029)
lic-no-cell (487, 1029, 501, 1066)
lic-amount-cell-text: 27,35,047.04 (850, 1251, 902, 1259)
rahul-caption-body: कुछ दिन पहले राहुल गांधी की जय किसान यात्रा के लिए गांव-गांव जाने वाले कांग्रेस के जिला अध्यक्ष सदाशिव यादव एक बार फिर से बैठक कर रहे हैं। यादव द्वारा गांव-गांव में जाकर किसानों के साथ बैठक शुरू कर दी गई है। इस पदयात्रा के लिए जो शेड्यूल तैयार किया गया है, उसके अनुसार सुबह यात्रा करके पदयात्रा शुरू होगी। बीच में किसी गांव में किसानों के भोजन की व्यवस्था रहेगी। शाम को यह पदयात्रा जिस स्थान पर रुकेगी, वहां पर सभा का आयोजन होगा। इस पदयात्रा के लिए पूरा शेड्यूल बना लिया गया है। पटवारी ने इसे मंजूरी दे दी है। (710, 284, 822, 425)
hospital-headline: सुपर स्पेशियलिटी में गले और हाथों की नसों की भी हो रही एंजियोप्लास्टी (6, 835, 222, 875)
section-rule (4, 1076, 474, 1077)
prahlad-body: मंत्री प्रहलाद पटेल के भिखारी वाले बयान का कांग्रेस ने अनूठा विरोध किया। कांग्रेस नेताओं ने उनके फोटो पर 6 फीट लंबी जुबान बनाकर रीगल तिराहे पर लगा दी। कई लोग इस पुतले को देखने के लिए रुके। प्रदर्शनकारियों ने कहा कि मंत्री को अपने बयान पर माफी मांगनी चाहिए। पोस्टर को देखकर कई राहगीर भी रुके और फोटो लेने लगे। कांग्रेस नेता विवेक खंडेलवाल और गिरीश जोशी ने बताया कि इसके पहले भी ऐसे प्रदर्शन किए गए हैं और आगे भी किए जाएंगे। (706, 600, 830, 711)
interest-note: + ब्याज व अन्य खर्चे (850, 1289, 897, 1296)
lic-amount-cell (847, 1106, 934, 1146)
min-cell: 20.2 (440, 1188, 471, 1202)
lic-account-cell-text: 120400010793 (504, 1214, 550, 1221)
lic-property-cell-text: प्लॉट संख्या 67-बी, गैंबर वैली कॉलोनी, जामली, मऊ, इंदौर, म.प्र. क्षेत्र 900 वर्ग फीट (680, 1281, 786, 1296)
lic-borrower-cell-text: श्री सुनील मीना सुश्री इन्दुली मीना प्लॉट क्रमांक 186-ए का दक्षिणी भाग, रोशन टावर कॉलोनी, मऊ गांव, इंदौर (560, 1252, 672, 1275)
divider (361, 514, 362, 828)
tobacco-byline: पीपुल्स संवाददाता ■ इंदौर (244, 904, 356, 918)
